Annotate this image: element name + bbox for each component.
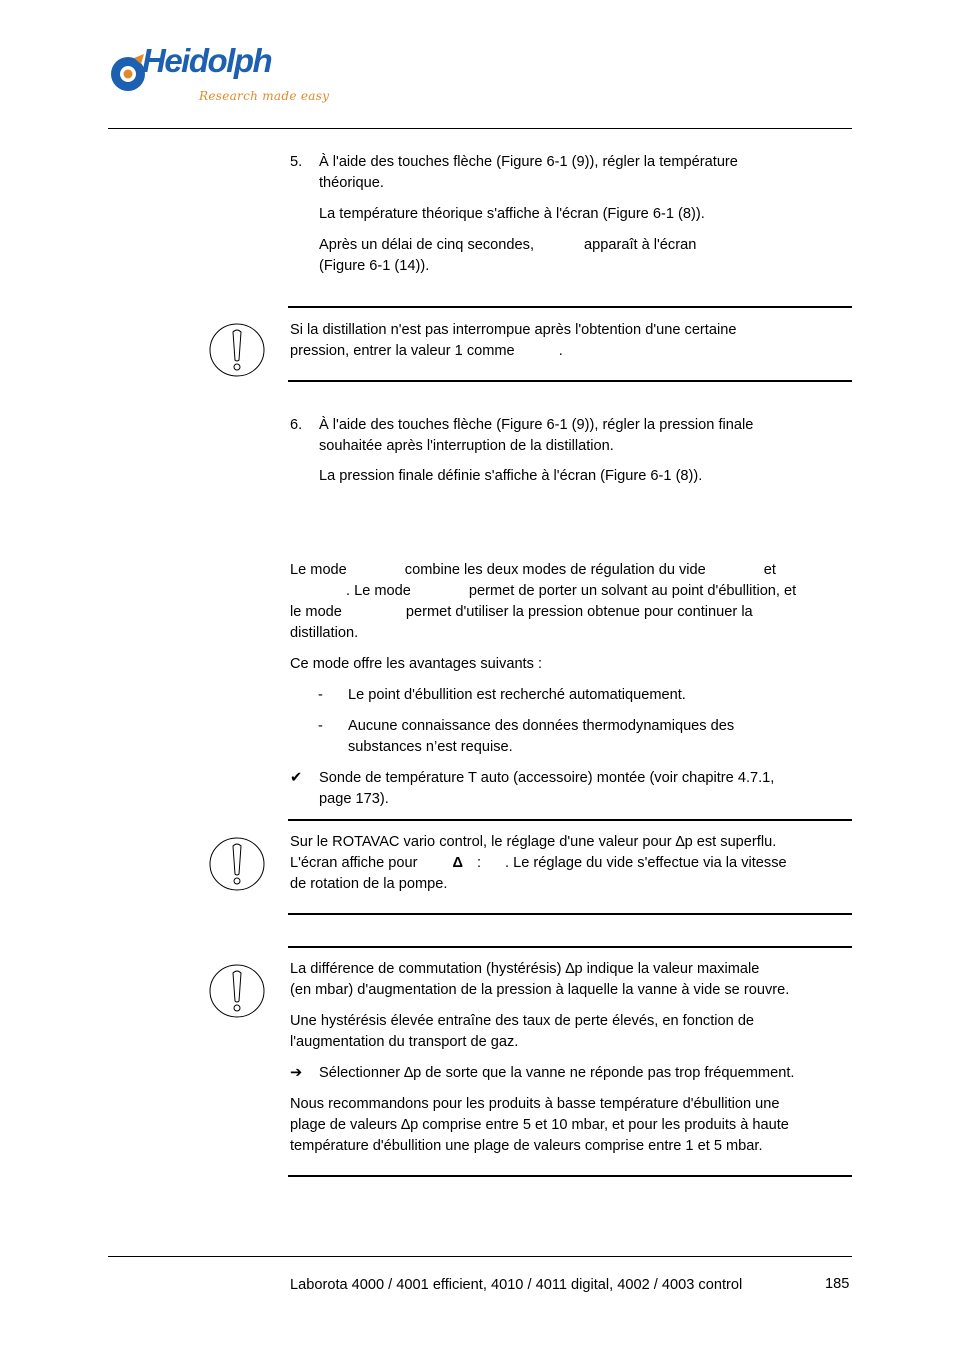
mode-paragraph <box>290 560 850 644</box>
note1-bottom-rule <box>288 380 852 382</box>
footer-product-title: Laborota 4000 / 4001 efficient, 4010 / 4011 digital, 4002 / 4003 control <box>290 1277 743 1293</box>
bullet-dash: - <box>318 687 323 703</box>
footer-rule <box>108 1256 852 1257</box>
mode-line2-b: permet de porter un solvant au point d'ébullition, et <box>468 583 797 599</box>
step-6-sub1: La pression finale définie s'affiche à l'écran (Figure 6-1 (8)). <box>319 468 703 484</box>
note1-text <box>290 320 850 362</box>
bullet-item: Aucune connaissance des données thermodynamiques des substances n’est requise. <box>348 718 735 755</box>
note3-paragraph-2: Une hystérésis élevée entraîne des taux de perte élevés, en fonction de l'augmentation du transport de gaz. <box>290 1013 755 1050</box>
caution-exclamation-icon <box>208 322 266 378</box>
step-6-number: 6. <box>290 417 303 433</box>
note1-line2-b: . <box>558 343 563 359</box>
note3-paragraph-1: La différence de commutation (hystérésis) ∆p indique la valeur maximale (en mbar) d'augmentation de la pression à laquelle la vanne à vide se rouvre. <box>290 961 790 998</box>
step-5-line2: théorique. <box>319 175 384 191</box>
step-6-line2: souhaitée après l'interruption de la distillation. <box>319 438 614 454</box>
advantages-intro: Ce mode offre les avantages suivants : <box>290 656 543 672</box>
step-5-text <box>319 152 849 194</box>
checkmark-icon: ✔ <box>290 770 303 786</box>
logo-tagline: Research made easy <box>199 89 330 103</box>
mode-line2-a: . Le mode <box>346 583 411 599</box>
step-6-line1: À l'aide des touches flèche (Figure 6-1 (9)), régler la pression finale <box>319 417 754 433</box>
note2-colon: : <box>476 855 482 871</box>
logo-wordmark: Heidolph <box>142 42 272 79</box>
bullet-item: Le point d'ébullition est recherché automatiquement. <box>348 687 686 703</box>
step-6-text <box>319 415 849 457</box>
note3-action: Sélectionner ∆p de sorte que la vanne ne réponde pas trop fréquemment. <box>319 1065 795 1081</box>
note2-text <box>290 832 850 895</box>
step-5-sub1: La température théorique s'affiche à l'écran (Figure 6-1 (8)). <box>319 206 705 222</box>
header-rule <box>108 128 852 129</box>
note2-delta: Δ <box>452 855 463 871</box>
bullet-dash: - <box>318 718 323 734</box>
mode-line4: distillation. <box>290 625 359 641</box>
note3-top-rule <box>288 946 852 948</box>
note1-line1: Si la distillation n'est pas interrompue après l'obtention d'une certaine <box>290 322 737 338</box>
step-5-number: 5. <box>290 154 303 170</box>
note2-line1: Sur le ROTAVAC vario control, le réglage d'une valeur pour ∆p est superflu. <box>290 834 777 850</box>
step-5-sub2 <box>319 235 849 277</box>
arrow-right-icon: ➔ <box>290 1065 303 1081</box>
note1-top-rule <box>288 306 852 308</box>
note2-top-rule <box>288 819 852 821</box>
step-5-line1: À l'aide des touches flèche (Figure 6-1 (9)), régler la température <box>319 154 738 170</box>
note1-line2-a: pression, entrer la valeur 1 comme <box>290 343 515 359</box>
note2-line3: de rotation de la pompe. <box>290 876 448 892</box>
mode-line1-b: combine les deux modes de régulation du vide <box>404 562 706 578</box>
caution-exclamation-icon <box>208 836 266 892</box>
caution-exclamation-icon <box>208 963 266 1019</box>
note3-paragraph-3: Nous recommandons pour les produits à basse température d'ébullition une plage de valeurs ∆p comprise entre 5 et 10 mbar, et pour les produits à haute température d'ébullition une plage de valeurs comprise entre 1 et 5 mbar. <box>290 1096 789 1154</box>
step-5-sub2-a: Après un délai de cinq secondes, <box>319 237 534 253</box>
note2-bottom-rule <box>288 913 852 915</box>
mode-line3-a: le mode <box>290 604 342 620</box>
mode-line1-c: et <box>763 562 776 578</box>
note2-line2-a: L'écran affiche pour <box>290 855 418 871</box>
prerequisite-text: Sonde de température T auto (accessoire) montée (voir chapitre 4.7.1, page 173). <box>319 770 775 807</box>
page-number: 185 <box>825 1276 850 1292</box>
mode-line3-b: permet d'utiliser la pression obtenue pour continuer la <box>405 604 753 620</box>
step-5-sub2-b: apparaît à l'écran <box>584 237 697 253</box>
note2-line2-b: . Le réglage du vide s'effectue via la vitesse <box>505 855 787 871</box>
note3-bottom-rule <box>288 1175 852 1177</box>
mode-line1-a: Le mode <box>290 562 347 578</box>
step-5-sub2-c: (Figure 6-1 (14)). <box>319 258 430 274</box>
